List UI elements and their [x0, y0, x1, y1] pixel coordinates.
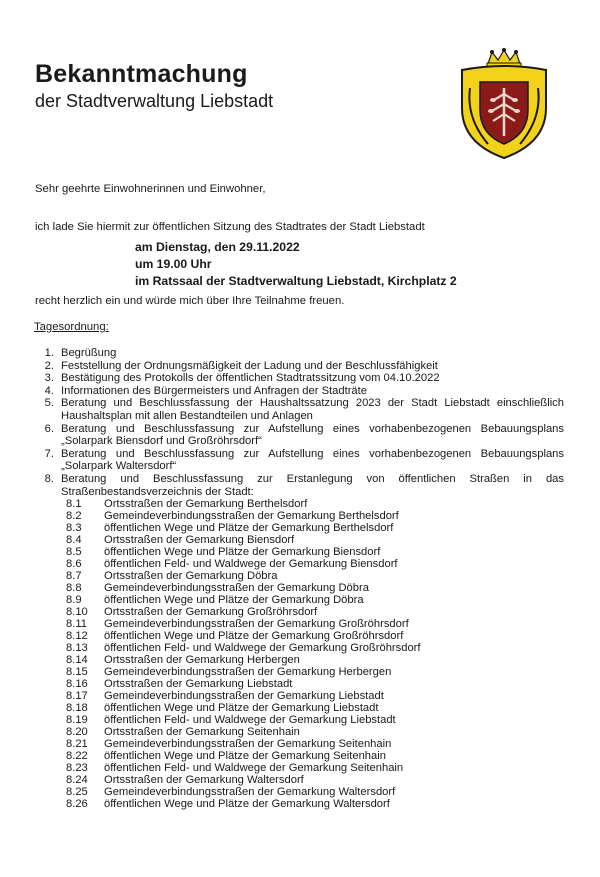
agenda-subitem-text: öffentlichen Feld- und Waldwege der Gemarkung Liebstadt — [104, 714, 396, 727]
agenda-subitem — [66, 618, 564, 630]
agenda-subitem-number: 8.1 — [66, 498, 82, 511]
agenda-subitem-number: 8.19 — [66, 714, 88, 727]
agenda-subitem-text: Gemeindeverbindungsstraßen der Gemarkung Liebstadt — [104, 690, 384, 703]
agenda-subitem-number: 8.9 — [66, 594, 82, 607]
agenda-subitem — [66, 750, 564, 762]
agenda-subitem-number: 8.21 — [66, 738, 88, 751]
agenda-subitem-text: öffentlichen Wege und Plätze der Gemarkung Liebstadt — [104, 702, 379, 715]
agenda-subitem — [66, 594, 564, 606]
agenda-item — [34, 360, 564, 373]
agenda-subitem — [66, 714, 564, 726]
agenda-subitem-text: Ortsstraßen der Gemarkung Liebstadt — [104, 678, 293, 691]
salutation: Sehr geehrte Einwohnerinnen und Einwohner, — [35, 183, 266, 195]
agenda-subitem-text: öffentlichen Wege und Plätze der Gemarkung Seitenhain — [104, 750, 386, 763]
agenda-item-text: Beratung und Beschlussfassung zur Erstanlegung von öffentlichen Straßen in das Straßenbestandsverzeichnis der Stadt: — [61, 472, 564, 498]
agenda-subitem-number: 8.17 — [66, 690, 88, 703]
agenda-item-number: 4. — [44, 384, 54, 397]
page-title: Bekanntmachung — [35, 60, 248, 88]
agenda-subitem-text: Ortsstraßen der Gemarkung Waltersdorf — [104, 774, 304, 787]
agenda-item-number: 7. — [44, 447, 54, 460]
page-subtitle: der Stadtverwaltung Liebstadt — [35, 91, 274, 111]
meeting-time: um 19.00 Uhr — [135, 257, 212, 271]
agenda-subitem — [66, 762, 564, 774]
agenda-subitem-number: 8.25 — [66, 786, 88, 799]
closing-text: recht herzlich ein und würde mich über Ihre Teilnahme freuen. — [35, 295, 345, 307]
meeting-place: im Ratssaal der Stadtverwaltung Liebstadt, Kirchplatz 2 — [135, 274, 457, 288]
agenda-subitem — [66, 558, 564, 570]
agenda-subitem — [66, 702, 564, 714]
agenda-item — [34, 473, 564, 498]
agenda-item-number: 8. — [44, 472, 54, 485]
agenda-subitem — [66, 690, 564, 702]
agenda-subitem-number: 8.14 — [66, 654, 88, 667]
agenda-subitem — [66, 642, 564, 654]
agenda-item-text: Beratung und Beschlussfassung der Haushaltssatzung 2023 der Stadt Liebstadt einschließlich Haushaltsplan mit allen Bestandteilen und Anlagen — [61, 397, 564, 422]
agenda-subitem-text: öffentlichen Feld- und Waldwege der Gemarkung Großröhrsdorf — [104, 642, 421, 655]
agenda-subitem-number: 8.12 — [66, 630, 88, 643]
agenda-subitem-number: 8.24 — [66, 774, 88, 787]
agenda-subitem-text: Gemeindeverbindungsstraßen der Gemarkung Döbra — [104, 582, 369, 595]
agenda-subitem-text: öffentlichen Wege und Plätze der Gemarkung Döbra — [104, 594, 364, 607]
agenda-subitem-number: 8.26 — [66, 798, 88, 811]
agenda-item — [34, 372, 564, 385]
agenda-subitem-text: Ortsstraßen der Gemarkung Biensdorf — [104, 534, 295, 547]
agenda-subitem-number: 8.4 — [66, 534, 82, 547]
agenda-item — [34, 385, 564, 398]
agenda-subitem-number: 8.2 — [66, 510, 82, 523]
agenda-subitem — [66, 678, 564, 690]
agenda-subitem-number: 8.8 — [66, 582, 82, 595]
agenda-item-number: 6. — [44, 422, 54, 435]
agenda-item-text: Bestätigung des Protokolls der öffentlichen Stadtratssitzung vom 04.10.2022 — [61, 372, 440, 385]
agenda-item-text: Informationen des Bürgermeisters und Anfragen der Stadträte — [61, 384, 367, 397]
agenda-subitem-number: 8.10 — [66, 606, 88, 619]
agenda-subitem-text: Ortsstraßen der Gemarkung Herbergen — [104, 654, 300, 667]
agenda-item-number: 1. — [44, 347, 54, 359]
agenda-subitem-text: Ortsstraßen der Gemarkung Döbra — [104, 570, 278, 583]
agenda-subitem — [66, 630, 564, 642]
agenda-subitem-text: Gemeindeverbindungsstraßen der Gemarkung Waltersdorf — [104, 786, 396, 799]
meeting-date: am Dienstag, den 29.11.2022 — [135, 240, 300, 254]
agenda-item-text: Feststellung der Ordnungsmäßigkeit der Ladung und der Beschlussfähigkeit — [61, 359, 438, 372]
agenda-subitem-number: 8.6 — [66, 558, 82, 571]
agenda-item-text: Beratung und Beschlussfassung zur Aufstellung eines vorhabenbezogenen Bebauungsplans „Solarpark Biensdorf und Großröhrsdorf“ — [61, 422, 564, 448]
agenda-subitem-text: öffentlichen Wege und Plätze der Gemarkung Großröhrsdorf — [104, 630, 404, 643]
agenda-subitem — [66, 534, 564, 546]
agenda-subitem-number: 8.13 — [66, 642, 88, 655]
agenda-item-text: Begrüßung — [61, 347, 117, 359]
agenda-subitem — [66, 786, 564, 798]
agenda-heading: Tagesordnung: — [34, 321, 109, 333]
agenda-subitem-number: 8.3 — [66, 522, 82, 535]
invitation-text: ich lade Sie hiermit zur öffentlichen Sitzung des Stadtrates der Stadt Liebstadt — [35, 221, 425, 233]
agenda-subitem-number: 8.11 — [66, 618, 87, 631]
agenda-item-text: Beratung und Beschlussfassung zur Aufstellung eines vorhabenbezogenen Bebauungsplans „Solarpark Waltersdorf“ — [61, 447, 564, 473]
agenda-subitem-number: 8.16 — [66, 678, 88, 691]
agenda-subitem-text: Gemeindeverbindungsstraßen der Gemarkung Großröhrsdorf — [104, 618, 409, 631]
agenda-subitem-number: 8.18 — [66, 702, 88, 715]
agenda-subitem-text: öffentlichen Feld- und Waldwege der Gemarkung Biensdorf — [104, 558, 398, 571]
agenda-subitem — [66, 522, 564, 534]
agenda-subitem-text: Gemeindeverbindungsstraßen der Gemarkung Berthelsdorf — [104, 510, 399, 523]
agenda-subitem — [66, 606, 564, 618]
agenda-subitem — [66, 666, 564, 678]
agenda-item — [34, 397, 564, 422]
agenda-subitem — [66, 546, 564, 558]
agenda-subitem-number: 8.15 — [66, 666, 88, 679]
agenda-subitem — [66, 798, 564, 810]
agenda-subitem-number: 8.22 — [66, 750, 88, 763]
agenda-subitem — [66, 738, 564, 750]
agenda-item — [34, 347, 564, 360]
agenda-subitem-text: öffentlichen Wege und Plätze der Gemarkung Waltersdorf — [104, 798, 390, 811]
agenda-item — [34, 423, 564, 448]
agenda-subitem-text: Ortsstraßen der Gemarkung Seitenhain — [104, 726, 300, 739]
agenda-subitem-text: Ortsstraßen der Gemarkung Großröhrsdorf — [104, 606, 318, 619]
agenda-subitem-text: öffentlichen Wege und Plätze der Gemarkung Biensdorf — [104, 546, 381, 559]
agenda-subitem — [66, 570, 564, 582]
agenda-subitem — [66, 510, 564, 522]
agenda-subitems — [66, 498, 564, 810]
agenda-subitem-text: Ortsstraßen der Gemarkung Berthelsdorf — [104, 498, 308, 511]
agenda-subitem-number: 8.7 — [66, 570, 82, 583]
agenda-subitem-text: Gemeindeverbindungsstraßen der Gemarkung Herbergen — [104, 666, 392, 679]
agenda-item-number: 2. — [44, 359, 54, 372]
agenda-subitem-text: öffentlichen Wege und Plätze der Gemarkung Berthelsdorf — [104, 522, 394, 535]
coat-of-arms-icon — [458, 48, 550, 160]
agenda-subitem-text: Gemeindeverbindungsstraßen der Gemarkung Seitenhain — [104, 738, 392, 751]
agenda-subitem-number: 8.5 — [66, 546, 82, 559]
agenda-item — [34, 448, 564, 473]
agenda-subitem — [66, 582, 564, 594]
agenda-subitem — [66, 654, 564, 666]
agenda-subitem — [66, 726, 564, 738]
agenda-subitem-number: 8.20 — [66, 726, 88, 739]
agenda-subitem — [66, 774, 564, 786]
agenda-list — [34, 347, 564, 810]
agenda-item-number: 3. — [44, 372, 54, 385]
agenda-subitem — [66, 498, 564, 510]
agenda-item-number: 5. — [44, 397, 54, 410]
agenda-subitem-number: 8.23 — [66, 762, 88, 775]
agenda-subitem-text: öffentlichen Feld- und Waldwege der Gemarkung Seitenhain — [104, 762, 404, 775]
